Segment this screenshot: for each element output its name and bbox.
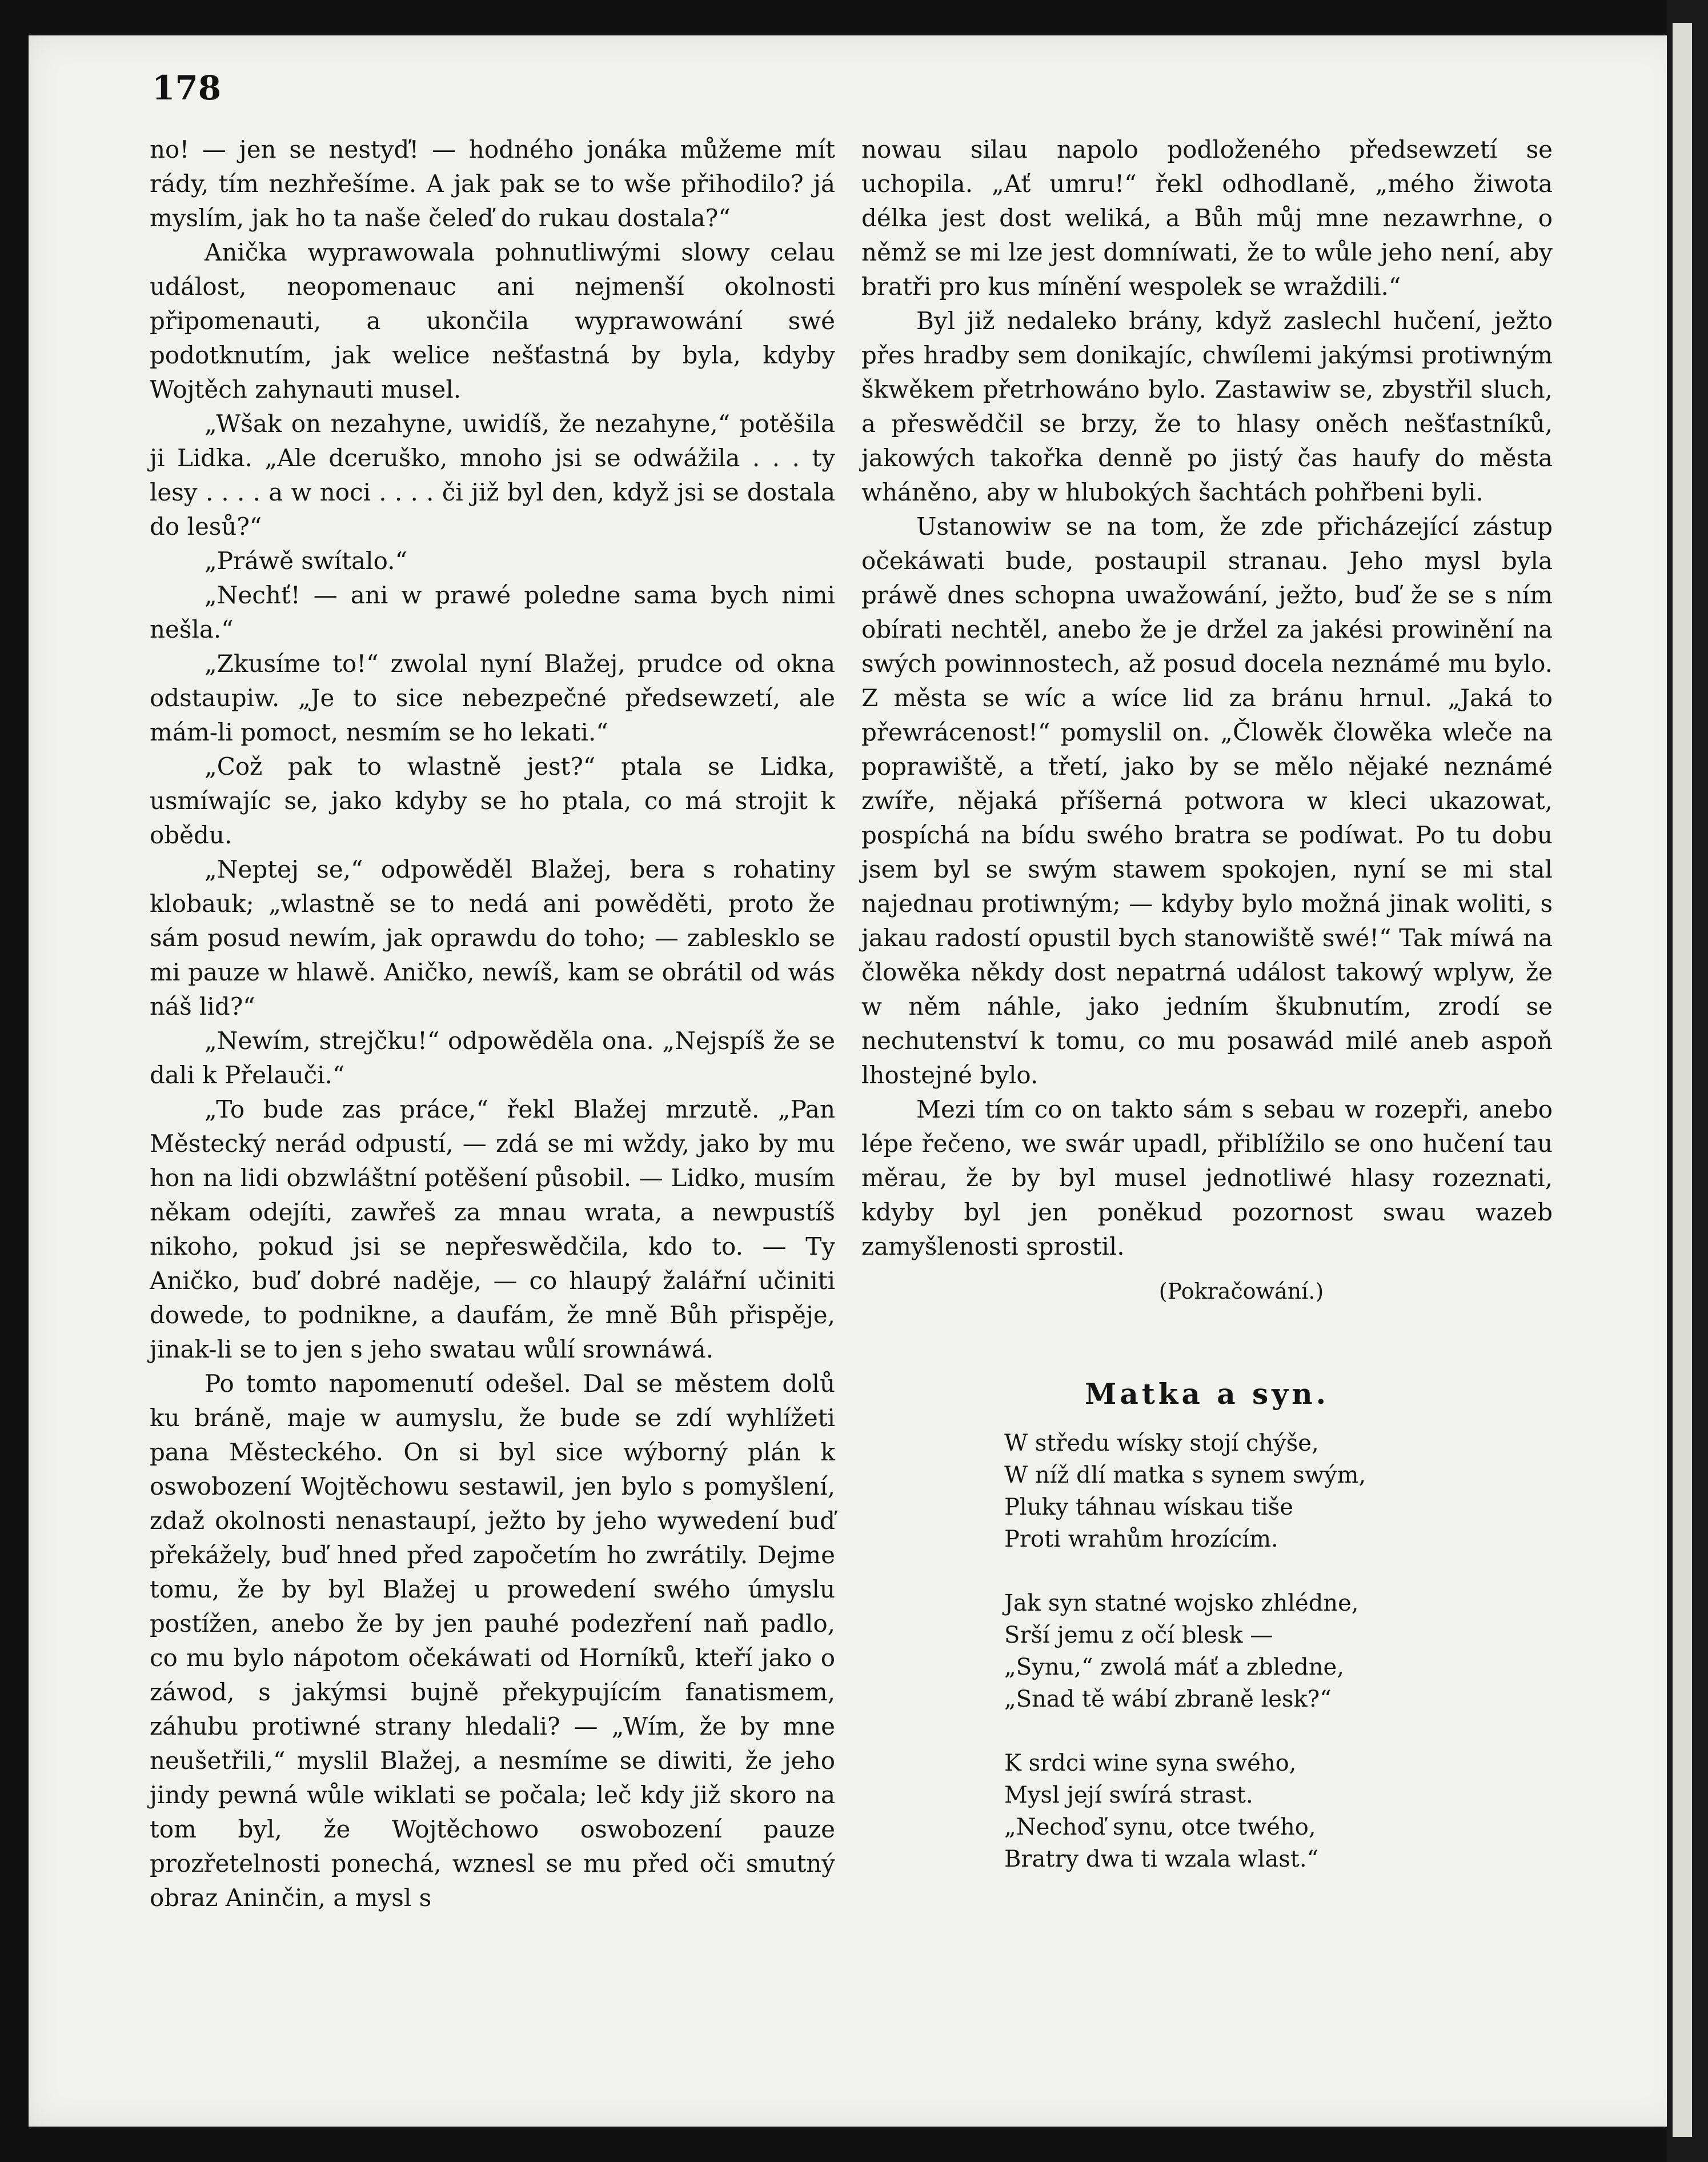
paragraph: „Newím, strejčku!“ odpowěděla ona. „Nejspíš že se dali k Přelauči.“ (150, 1027, 835, 1089)
paragraph: Mezi tím co on takto sám s sebau w rozepři, anebo lépe řečeno, we swár upadl, přiblížilo se ono hučení tau měrau, že by byl musel jednotliwé hlasy rozeznati, kdyby byl jen poněkud pozornost swau wazeb zamyšlenosti sprostil. (861, 1095, 1553, 1260)
paragraph: Anička wyprawowala pohnutliwými slowy celau událost, neopomenauc ani nejmenší okolnosti připomenauti, a ukončila wyprawowání swé podotknutím, jak welice nešťastná by byla, kdyby Wojtěch zahynauti musel. (150, 238, 835, 403)
paragraph: „To bude zas práce,“ řekl Blažej mrzutě. „Pan Městecký nerád odpustí, — zdá se mi wždy, jako by mu hon na lidi obzwláštní potěšení působil. — Lidko, musím někam odejíti, zawřeš za mnau wrata, a newpustíš nikoho, pokud jsi se nepřeswědčila, kdo to. — Ty Aničko, buď dobré naděje, — co hlaupý žalářní učiniti dowede, to podnikne, a daufám, že mně Bůh přispěje, jinak-li se to jen s jeho swatau wůlí srownáwá. (150, 1095, 835, 1363)
paragraph: nowau silau napolo podloženého předsewzetí se uchopila. „Ať umru!“ řekl odhodlaně, „mého žiwota délka jest dost weliká, a Bůh můj mne nezawrhne, o němž se mi lze jest domníwati, že to wůle jeho není, aby bratři pro kus mínění wespolek se wraždili.“ (861, 135, 1553, 301)
poem-line: K srdci wine syna swého, (1004, 1750, 1297, 1776)
adjacent-page-edge (1673, 23, 1692, 2137)
page-number: 178 (152, 69, 222, 107)
paragraph: „Wšak on nezahyne, uwidíš, že nezahyne,“ potěšila ji Lidka. „Ale dceruško, mnoho jsi se odwážila . . . ty lesy . . . . a w noci . . . . či již byl den, když jsi se dostala do lesů?“ (150, 410, 835, 540)
poem-line: Srší jemu z očí blesk — (1004, 1622, 1273, 1648)
paragraph: Po tomto napomenutí odešel. Dal se městem dolů ku bráně, maje w aumyslu, že bude se zdí wyhlížeti pana Městeckého. On si byl sice wýborný plán k oswobození Wojtěchowu sestawil, jen bylo s pomyšlení, zdaž okolnosti nenastaupí, ježto by jeho wywedení buď překážely, buď hned před započetím ho zwrátily. Dejme tomu, že by byl Blažej u prowedení swého úmyslu postížen, anebo že by jen pauhé podezření naň padlo, co mu bylo nápotom očekáwati od Horníků, kteří jako o záwod, s jakýmsi bujně překypujícím fanatismem, záhubu protiwné strany hledali? — „Wím, že by mne neušetřili,“ myslil Blažej, a nesmíme se diwiti, že jeho jindy pewná wůle wiklati se počala; leč kdy již skoro na tom byl, že Wojtěchowo oswobození pauze prozřetelnosti ponechá, wznesl se mu před oči smutný obraz Aninčin, a mysl s (150, 1370, 835, 1912)
poem-line: W středu wísky stojí chýše, (1004, 1430, 1319, 1456)
paragraph: „Zkusíme to!“ zwolal nyní Blažej, prudce od okna odstaupiw. „Je to sice nebezpečné předsewzetí, ale mám-li pomoct, nesmím se ho lekati.“ (150, 650, 835, 746)
poem-line: „Synu,“ zwolá máť a zbledne, (1004, 1654, 1344, 1680)
paragraph: Byl již nedaleko brány, když zaslechl hučení, ježto přes hradby sem donikajíc, chwílemi jakýmsi protiwným škwěkem přetrhowáno bylo. Zastawiw se, zbystřil sluch, a přeswědčil se brzy, že to hlasy oněch nešťastníků, jakowých takořka denně po jistý čas haufy do města wháněno, aby w hlubokých šachtách pohřbeni byli. (861, 307, 1553, 506)
paragraph: „Nechť! — ani w prawé poledne sama bych nimi nešla.“ (150, 581, 835, 643)
paragraph: „Neptej se,“ odpowěděl Blažej, bera s rohatiny klobauk; „wlastně se to nedá ani powěděti, proto že sám posud newím, jak oprawdu do toho; — zablesklo se mi pauze w hlawě. Aničko, newíš, kam se obrátil od wás náš lid?“ (150, 855, 835, 1020)
poem-line: „Snad tě wábí zbraně lesk?“ (1004, 1686, 1332, 1712)
poem-line: Pluky táhnau wískau tiše (1004, 1494, 1293, 1520)
poem-line: „Nechoď synu, otce twého, (1004, 1814, 1316, 1840)
right-column (861, 133, 1553, 1907)
poem-title: Matka a syn. (1084, 1377, 1330, 1411)
poem-line: Mysl její swírá strast. (1004, 1782, 1253, 1808)
poem-line: Proti wrahům hrozícím. (1004, 1526, 1278, 1552)
poem-line: Bratry dwa ti wzala wlast.“ (1004, 1846, 1319, 1872)
poem-line: W níž dlí matka s synem swým, (1004, 1462, 1366, 1488)
left-column (150, 133, 835, 1915)
paragraph: no! — jen se nestyď! — hodného jonáka můžeme mít rády, tím nezhřešíme. A jak pak se to wše přihodilo? já myslím, jak ho ta naše čeleď do rukau dostala?“ (150, 135, 835, 232)
paragraph: „Což pak to wlastně jest?“ ptala se Lidka, usmíwajíc se, jako kdyby se ho ptala, co má strojit k obědu. (150, 752, 835, 849)
paragraph: Ustanowiw se na tom, že zde přicházející zástup očekáwati bude, postaupil stranau. Jeho mysl byla práwě dnes schopna uwažowání, ježto, buď že se s ním obírati nechtěl, anebo že je držel za jakési prowinění na swých powinnostech, až posud docela neznámé mu bylo. Z města se wíc a wíce lid za bránu hrnul. „Jaká to přewrácenost!“ pomyslil on. „Člowěk člowěka wleče na poprawiště, a třetí, jako by se mělo nějaké neznámé zwíře, nějaká příšerná potwora w kleci ukazowat, pospíchá na bídu swého bratra se podíwat. Po tu dobu jsem byl se swým stawem spokojen, nyní se mi stal najednau protiwným; — kdyby bylo možná jinak woliti, s jakau radostí opustil bych stanowiště swé!“ Tak míwá na člowěka někdy dost nepatrná událost takowý wplyw, že w něm náhle, jako jedním škubnutím, zrodí se nechutenství k tomu, co mu posawád milé aneb aspoň lhostejné bylo. (861, 513, 1553, 1089)
continuation-note: (Pokračowání.) (1158, 1279, 1324, 1304)
paragraph: „Práwě swítalo.“ (205, 547, 407, 575)
poem-line: Jak syn statné wojsko zhlédne, (1004, 1590, 1359, 1616)
poem-stanza (1004, 1587, 1553, 1715)
poem-stanza (1004, 1427, 1553, 1555)
poem-stanza (1004, 1747, 1553, 1875)
